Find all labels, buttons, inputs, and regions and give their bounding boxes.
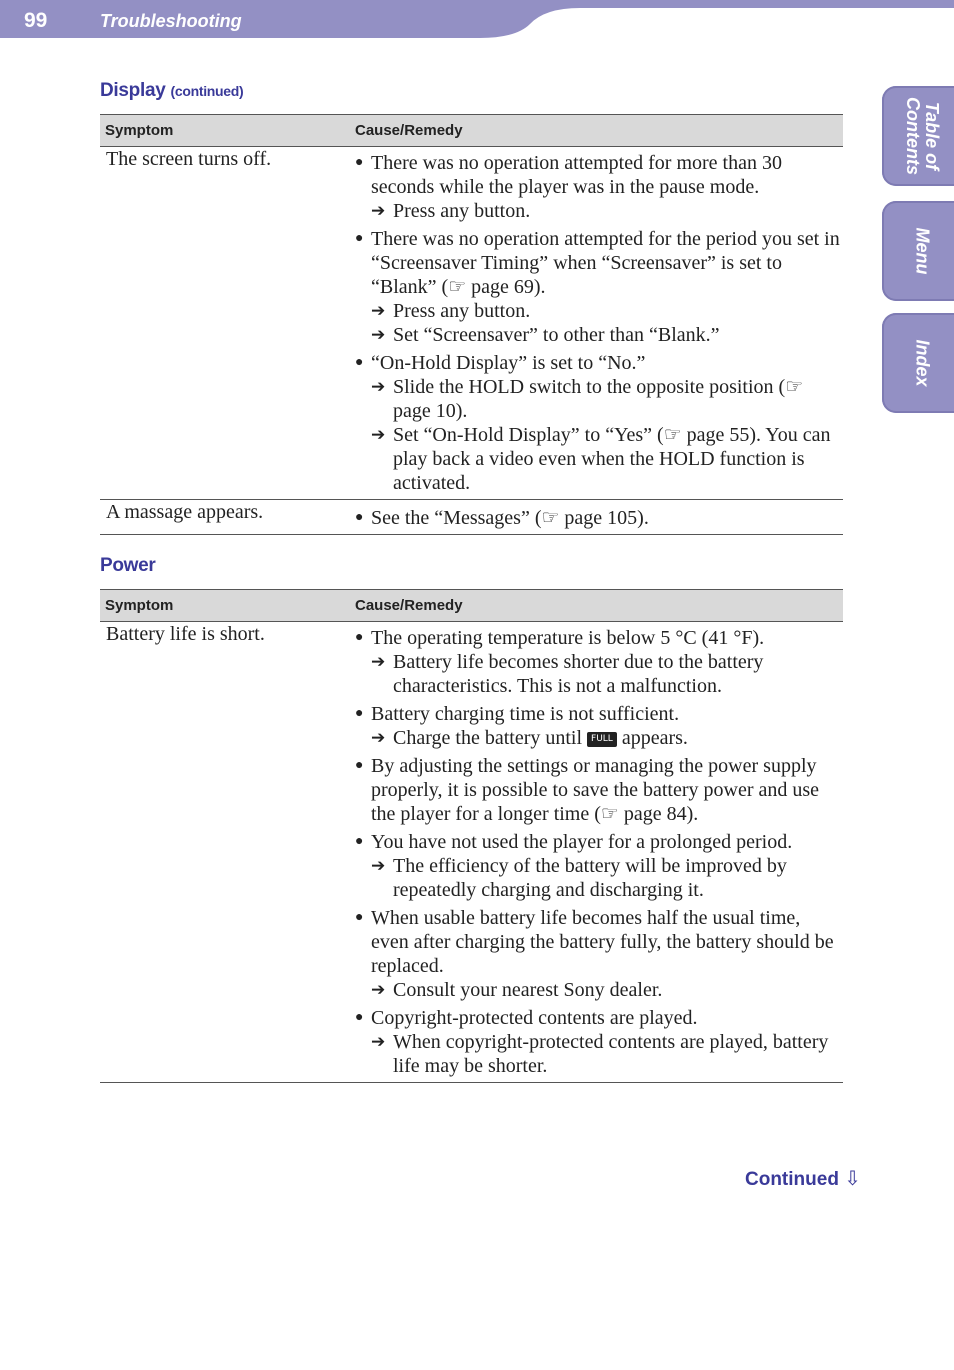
display-table	[100, 114, 843, 535]
tab-index[interactable]	[882, 313, 954, 413]
list-item: ● “On-Hold Display” is set to “No.”	[355, 352, 646, 374]
arrow-icon: ➔	[371, 1032, 386, 1051]
col-symptom: Symptom	[100, 115, 350, 147]
bullet-icon: ●	[355, 1010, 364, 1025]
bullet-icon: ●	[355, 834, 364, 849]
bullet-icon: ●	[355, 155, 364, 170]
remedy-item: ➔ Battery life becomes shorter due to the battery characteristics. This is not a malfunction.	[371, 651, 764, 697]
table-row	[100, 622, 843, 1083]
arrow-icon: ➔	[371, 325, 386, 344]
symptom-cell: The screen turns off.	[100, 147, 350, 500]
section-title: Troubleshooting	[100, 11, 242, 31]
remedy-item: ➔ Press any button.	[371, 300, 531, 322]
bullet-icon: ●	[355, 231, 364, 246]
symptom-cell: A massage appears.	[100, 500, 350, 535]
list-item: ● Copyright-protected contents are played.	[355, 1007, 698, 1029]
display-title-suffix: (continued)	[170, 83, 244, 99]
arrow-icon: ➔	[371, 201, 386, 220]
power-heading: Power	[100, 555, 156, 576]
remedy-item	[355, 726, 843, 750]
continued-label: Continued	[745, 1169, 839, 1190]
list-item: ● When usable battery life becomes half the usual time, even after charging the battery fully, the battery should be replaced.	[355, 907, 834, 977]
power-table	[100, 589, 843, 1083]
cause-cell	[350, 500, 843, 535]
symptom-cell: Battery life is short.	[100, 622, 350, 1083]
display-heading	[100, 80, 243, 102]
remedy-item: ➔ The efficiency of the battery will be improved by repeatedly charging and discharging it.	[371, 855, 787, 901]
arrow-icon: ➔	[371, 425, 386, 444]
display-title: Display	[100, 80, 166, 101]
list-item: ● By adjusting the settings or managing the power supply properly, it is possible to save the battery power and use the player for a longer time (☞ page 84).	[355, 755, 820, 825]
remedy-item: ➔ When copyright-protected contents are played, battery life may be shorter.	[371, 1031, 829, 1077]
tab-menu-label: Menu	[912, 227, 933, 275]
page-header	[0, 0, 954, 40]
list-item: ● There was no operation attempted for more than 30 seconds while the player was in the pause mode.	[355, 152, 782, 198]
arrow-icon: ➔	[371, 728, 386, 747]
cause-cell	[350, 147, 843, 500]
col-symptom: Symptom	[100, 590, 350, 622]
tab-table-of-contents[interactable]	[882, 86, 954, 186]
bullet-icon: ●	[355, 630, 364, 645]
list-item: ● You have not used the player for a prolonged period.	[355, 831, 793, 853]
tab-menu[interactable]	[882, 201, 954, 301]
arrow-icon: ➔	[371, 856, 386, 875]
col-cause: Cause/Remedy	[350, 115, 843, 147]
arrow-icon: ➔	[371, 652, 386, 671]
arrow-icon: ➔	[371, 377, 386, 396]
tab-index-label: Index	[912, 339, 933, 387]
remedy-item: ➔ Set “Screensaver” to other than “Blank.”	[371, 324, 720, 346]
remedy-item: ➔ Slide the HOLD switch to the opposite position (☞ page 10).	[371, 376, 804, 422]
cause-cell	[350, 622, 843, 1083]
bullet-icon: ●	[355, 910, 364, 925]
list-item: ● The operating temperature is below 5 °C (41 °F).	[355, 627, 765, 649]
bullet-icon: ●	[355, 510, 364, 525]
battery-full-icon: FULL	[587, 732, 617, 747]
bullet-icon: ●	[355, 706, 364, 721]
arrow-icon: ➔	[371, 301, 386, 320]
col-cause: Cause/Remedy	[350, 590, 843, 622]
page-number: 99	[24, 9, 48, 32]
table-row	[100, 147, 843, 500]
arrow-icon: ➔	[371, 980, 386, 999]
continued-link[interactable]	[745, 1166, 861, 1191]
remedy-item: ➔ Consult your nearest Sony dealer.	[371, 979, 663, 1001]
table-row	[100, 500, 843, 535]
list-item: ● Battery charging time is not sufficient.	[355, 703, 680, 725]
bullet-icon: ●	[355, 355, 364, 370]
remedy-item: ➔ Set “On-Hold Display” to “Yes” (☞ page 55). You can play back a video even when the HOLD function is activated.	[371, 424, 831, 494]
list-item: ● There was no operation attempted for the period you set in “Screensaver Timing” when “Screensaver” is set to “Blank” (☞ page 69).	[355, 228, 840, 298]
down-arrow-icon: ⇩	[844, 1166, 861, 1190]
bullet-icon: ●	[355, 758, 364, 773]
remedy-item: ➔ Press any button.	[371, 200, 531, 222]
charge-remedy: Charge the battery until FULL appears.	[393, 727, 688, 749]
tab-toc-label: Table of Contents	[903, 97, 942, 175]
list-item: ● See the “Messages” (☞ page 105).	[355, 507, 649, 529]
